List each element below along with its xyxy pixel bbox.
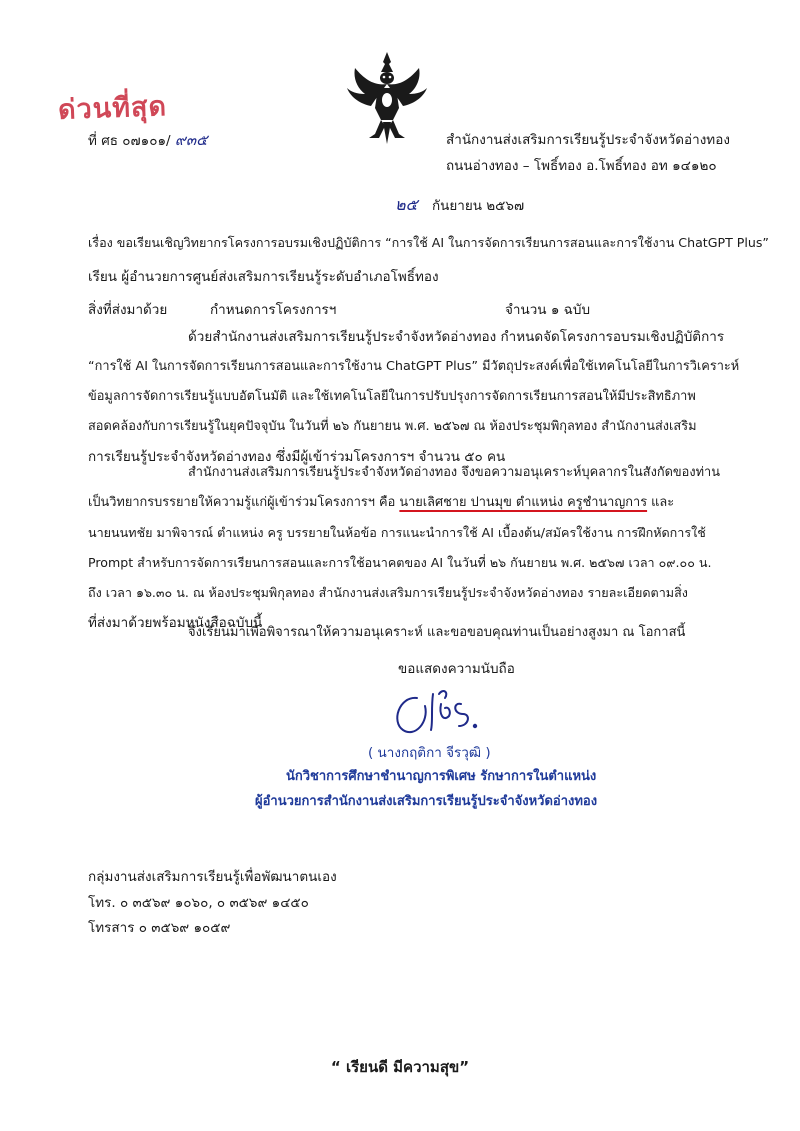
- paragraph-2-line: สำนักงานส่งเสริมการเรียนรู้ประจำจังหวัดอ่างทอง จึงขอความอนุเคราะห์บุคลากรในสังกัดของท่าน: [188, 465, 720, 480]
- contact-fax: โทรสาร ๐ ๓๕๖๙ ๑๐๕๙: [88, 920, 231, 936]
- urgent-stamp: ด่วนที่สุด: [57, 91, 168, 126]
- signer-title-2: ผู้อำนวยการสำนักงานส่งเสริมการเรียนรู้ประจำจังหวัดอ่างทอง: [255, 794, 598, 809]
- signer-name: ( นางกฤติกา จีรวุฒิ ): [368, 745, 491, 761]
- garuda-emblem-icon: [345, 48, 429, 148]
- attachment-quantity: จำนวน ๑ ฉบับ: [505, 302, 591, 318]
- closing-paragraph: จึงเรียนมาเพื่อพิจารณาให้ความอนุเคราะห์ และขอขอบคุณท่านเป็นอย่างสูงมา ณ โอกาสนี้: [188, 625, 686, 640]
- date-month-year: กันยายน ๒๕๖๗: [431, 198, 525, 214]
- closing-phrase: ขอแสดงความนับถือ: [398, 661, 515, 677]
- paragraph-2-line: Prompt สำหรับการจัดการเรียนการสอนและการใช้อนาคตของ AI ในวันที่ ๒๖ กันยายน พ.ศ. ๒๕๖๗ เวลา ๐๙.๐๐ น.: [88, 555, 712, 570]
- document-number-label: ที่ ศธ ๐๗๑๐๑/: [88, 133, 171, 149]
- paragraph-1-line: การเรียนรู้ประจำจังหวัดอ่างทอง ซึ่งมีผู้เข้าร่วมโครงการฯ จำนวน ๕๐ คน: [88, 449, 506, 465]
- document-date: [395, 196, 524, 215]
- paragraph-1-line: สอดคล้องกับการเรียนรู้ในยุคปัจจุบัน ในวันที่ ๒๖ กันยายน พ.ศ. ๒๕๖๗ ณ ห้องประชุมพิกุลทอง สำนักงานส่งเสริม: [88, 419, 697, 434]
- signer-title-1: นักวิชาการศึกษาชำนาญการพิเศษ รักษาการในตำแหน่ง: [286, 769, 597, 784]
- salutation-line: เรียน ผู้อำนวยการศูนย์ส่งเสริมการเรียนรู้ระดับอำเภอโพธิ์ทอง: [88, 269, 439, 285]
- date-day-handwritten: ๒๕: [395, 195, 418, 214]
- paragraph-1-line: “การใช้ AI ในการจัดการเรียนการสอนและการใช้งาน ChatGPT Plus” มีวัตถุประสงค์เพื่อใช้เทคโนโลยีในการวิเคราะห์: [88, 359, 740, 374]
- document-number-handwritten: ๙๓๕: [174, 131, 208, 149]
- paragraph-2-line2-post: และ: [647, 495, 675, 510]
- paragraph-1-line: ด้วยสำนักงานส่งเสริมการเรียนรู้ประจำจังหวัดอ่างทอง กำหนดจัดโครงการอบรมเชิงปฏิบัติการ: [188, 329, 725, 345]
- paragraph-2-line: นายนนทชัย มาพิจารณ์ ตำแหน่ง ครู บรรยายในห้อข้อ การแนะนำการใช้ AI เบื้องต้น/สมัครใช้งาน การฝึกหัดการใช้: [88, 525, 706, 540]
- attachment-item: กำหนดการโครงการฯ: [210, 302, 337, 318]
- attachment-label: สิ่งที่ส่งมาด้วย: [88, 302, 168, 318]
- paragraph-1-line: ข้อมูลการจัดการเรียนรู้แบบอัตโนมัติ และใช้เทคโนโลยีในการปรับปรุงการจัดการเรียนการสอนให้มีประสิทธิภาพ: [88, 389, 696, 404]
- agency-name: สำนักงานส่งเสริมการเรียนรู้ประจำจังหวัดอ่างทอง: [446, 132, 730, 148]
- speaker-highlight: นายเลิศชาย ปานมุข ตำแหน่ง ครูชำนาญการ: [399, 495, 648, 510]
- footer-motto: “ เรียนดี มีความสุข”: [330, 1058, 470, 1076]
- contact-department: กลุ่มงานส่งเสริมการเรียนรู้เพื่อพัฒนาตนเอง: [88, 869, 337, 885]
- contact-telephone: โทร. ๐ ๓๕๖๙ ๑๐๖๐, ๐ ๓๕๖๙ ๑๔๕๐: [88, 895, 309, 911]
- agency-address: ถนนอ่างทอง – โพธิ์ทอง อ.โพธิ์ทอง อท ๑๔๑๒๐: [446, 158, 717, 174]
- signature-image: [385, 682, 495, 742]
- paragraph-2: [88, 458, 728, 638]
- paragraph-1: [88, 322, 740, 472]
- paragraph-2-line: ถึง เวลา ๑๖.๓๐ น. ณ ห้องประชุมพิกุลทอง สำนักงานส่งเสริมการเรียนรู้ประจำจังหวัดอ่างทอง รายละเอียดตามสิ่ง: [88, 585, 688, 600]
- paragraph-2-line2-pre: เป็นวิทยากรบรรยายให้ความรู้แก่ผู้เข้าร่วมโครงการฯ คือ: [88, 495, 400, 510]
- document-number: [88, 131, 208, 150]
- subject-line: เรื่อง ขอเรียนเชิญวิทยากรโครงการอบรมเชิงปฏิบัติการ “การใช้ AI ในการจัดการเรียนการสอนและการใช้งาน ChatGPT Plus”: [88, 235, 769, 250]
- paragraph-2-line: ที่ส่งมาด้วยพร้อมหนังสือฉบับนี้: [88, 615, 263, 631]
- paragraph-2-line: [88, 488, 728, 518]
